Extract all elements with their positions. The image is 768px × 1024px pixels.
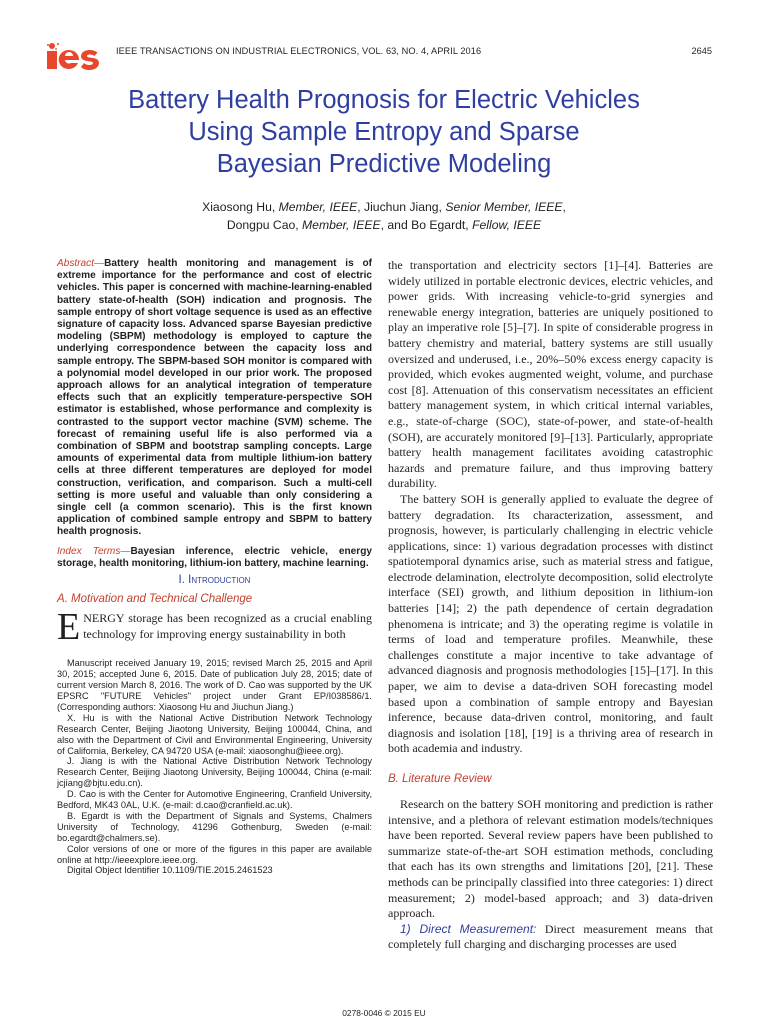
title-line-1: Battery Health Prognosis for Electric Vehicles <box>128 86 640 114</box>
author-4-role: Fellow, IEEE <box>472 218 542 232</box>
author-list <box>40 198 728 234</box>
paragraph-direct-measurement <box>388 922 713 953</box>
direct-measurement-heading: 1) Direct Measurement: <box>400 921 537 936</box>
author-2-role: Senior Member, IEEE <box>445 200 563 214</box>
copyright-line: 0278-0046 © 2015 EU <box>342 1008 426 1018</box>
index-terms <box>57 546 372 570</box>
author-line-1 <box>40 198 728 216</box>
intro-paragraph <box>57 606 372 649</box>
index-terms-label: Index Terms— <box>57 545 131 557</box>
journal-name: IEEE TRANSACTIONS ON INDUSTRIAL ELECTRONICS, VOL. 63, NO. 4, APRIL 2016 <box>116 46 482 56</box>
author-1-role: Member, IEEE <box>278 200 358 214</box>
abstract-text: Battery health monitoring and management is of extreme importance for the performance and cost of electric vehicles. This paper is concerned with machine-learning-enabled battery state-of-health (SOH) indication and prognosis. The sample entropy of short voltage sequence is used as an effective signature of capacity loss. Advanced sparse Bayesian predictive modeling (SBPM) methodology is employed to capture the underlying correspondence between the capacity loss and sample entropy. The SBPM-based SOH monitor is compared with a polynomial model developed in our prior work. The proposed approach allows for an analytical integration of temperature effects such that an explicitly temperature-perspective SOH estimator is established, whose performance and complexity is contrasted to the support vector machine (SVM) scheme. The forecast of remaining useful life is also performed via a combination of SBPM and bootstrap sampling concepts. Large amounts of experimental data from multiple lithium-ion battery cells at three different temperatures are deployed for model construction, verification, and comparison. Such a multi-cell setting is more useful and valuable than only considering a single cell (a common scenario). This is the first known application of combined sample entropy and SBPM to battery health prognosis. <box>57 258 372 538</box>
author-2-sep: , <box>562 200 566 214</box>
paragraph-literature: Research on the battery SOH monitoring and prediction is rather intensive, and a plethora of relevant estimation models/techniques have been reported. Several review papers have been published to summarize state-of-the-art SOH estimation methods, concluding that each has its own strengths and limitations [20], [21]. These methods can be principally classified into three categories: 1) direct measurement; 2) model-based approach; and 3) data-driven approach. <box>388 797 713 921</box>
title-line-3: Bayesian Predictive Modeling <box>216 150 552 178</box>
ies-logo <box>44 42 102 72</box>
page-number: 2645 <box>691 46 712 56</box>
footnote-cao: D. Cao is with the Center for Automotive Engineering, Cranfield University, Bedford, MK43 0AL, U.K. (e-mail: d.cao@cranfield.ac.uk). <box>57 789 372 811</box>
drop-cap: E <box>57 606 81 649</box>
title-line-2: Using Sample Entropy and Sparse <box>188 118 580 146</box>
paragraph-sectors: the transportation and electricity sectors [1]–[4]. Batteries are widely utilized in portable electronic devices, electric vehicles, and power grids. With increasing vehicle-to-grid synergies and renewable energy integration, batteries are uniquely positioned to play an imperative role [5]–[7]. In spite of considerable progress in battery chemistry and material, battery systems are still usually oversized and underused, i.e., 20%–50% excess energy capacity is provided, which evokes augmented weight, volume, and purchase cost [8]. Attenuation of this conservatism necessitates an efficient battery management system, in which critical internal variables, e.g., state-of-charge (SOC), state-of-power, and state-of-health (SOH), are accurately monitored [9]–[13]. Particularly, appropriate battery health management facilitates avoiding catastrophic hazards and premature failure, and thus improving battery durability. <box>388 258 713 491</box>
author-2: , Jiuchun Jiang, <box>357 200 446 214</box>
footnotes <box>57 658 372 876</box>
index-terms-text: Bayesian inference, electric vehicle, energy storage, health monitoring, lithium-ion battery, machine learning. <box>57 545 372 569</box>
abstract <box>57 258 372 539</box>
author-4: , and Bo Egardt, <box>380 218 473 232</box>
footnote-egardt: B. Egardt is with the Department of Signals and Systems, Chalmers University of Technology, 41296 Gothenburg, Sweden (e-mail: bo.egardt@chalmers.se). <box>57 810 372 843</box>
subsection-heading-a: A. Motivation and Technical Challenge <box>57 593 253 606</box>
footnote-hu: X. Hu is with the National Active Distribution Network Technology Research Center, Beijing Jiaotong University, Beijing 100044, China, and also with the Department of Civil and Environmental Engineering, University of California, Berkeley, CA 94720 USA (e-mail: xiaosonghu@ieee.org). <box>57 712 372 756</box>
paragraph-soh: The battery SOH is generally applied to evaluate the degree of battery degradation. Its characterization, assessment, and prognosis, however, is particularly challenging in electric vehicle applications, since: 1) various degradation processes with distinct spatiotemporal dynamics arise, such as material stress and fatigue, electrode delamination, electrolyte decomposition, solid electrolyte interface (SEI) growth, and lithium deposition in lithium-ion batteries [14]; 2) the path dependence of certain degradation phenomena is intricate; and 3) the operating regime is volatile in terms of load and temperature profiles. Meanwhile, these challenges constitute a major incentive to take advantage of advanced diagnosis and prognosis methodologies [15]–[17]. In this paper, we aim to devise a data-driven SOH forecasting model based upon a combination of sample entropy and Bayesian inference, because data-driven control, monitoring, and fault diagnosis and isolation [18], [19] is a thriving area of research in both academia and industry. <box>388 491 713 756</box>
paper-title <box>40 84 728 180</box>
abstract-label: Abstract— <box>57 258 105 269</box>
page-header <box>44 40 712 76</box>
author-3-role: Member, IEEE <box>302 218 381 232</box>
left-column <box>57 258 372 876</box>
intro-text: NERGY storage has been recognized as a crucial enabling technology for improving energy sustainability in both <box>83 611 372 641</box>
author-line-2 <box>40 216 728 234</box>
right-column <box>388 258 713 953</box>
footnote-doi: Digital Object Identifier 10.1109/TIE.2015.2461523 <box>67 865 273 876</box>
footnote-manuscript: Manuscript received January 19, 2015; revised March 25, 2015 and April 30, 2015; accepted June 6, 2015. Date of publication July 28, 2015; date of current version March 8, 2016. The work of D. Cao was supported by the UK EPSRC "FUTURE Vehicles" project under Grant EP/I038586/1. (Corresponding authors: Xiaosong Hu and Jiuchun Jiang.) <box>57 658 372 712</box>
subsection-heading-b: B. Literature Review <box>388 773 492 785</box>
footnote-jiang: J. Jiang is with the National Active Distribution Network Technology Research Center, Beijing Jiaotong University, Beijing 100044, China (e-mail: jcjiang@bjtu.edu.cn). <box>57 756 372 789</box>
section-heading-introduction: I. Introduction <box>178 574 251 587</box>
footnote-color: Color versions of one or more of the figures in this paper are available online at http://ieeexplore.ieee.org. <box>57 843 372 865</box>
author-3: Dongpu Cao, <box>226 218 303 232</box>
direct-measurement-text: Direct measurement means that completely full charging and discharging processes are used <box>388 921 714 952</box>
author-1: Xiaosong Hu, <box>202 200 279 214</box>
